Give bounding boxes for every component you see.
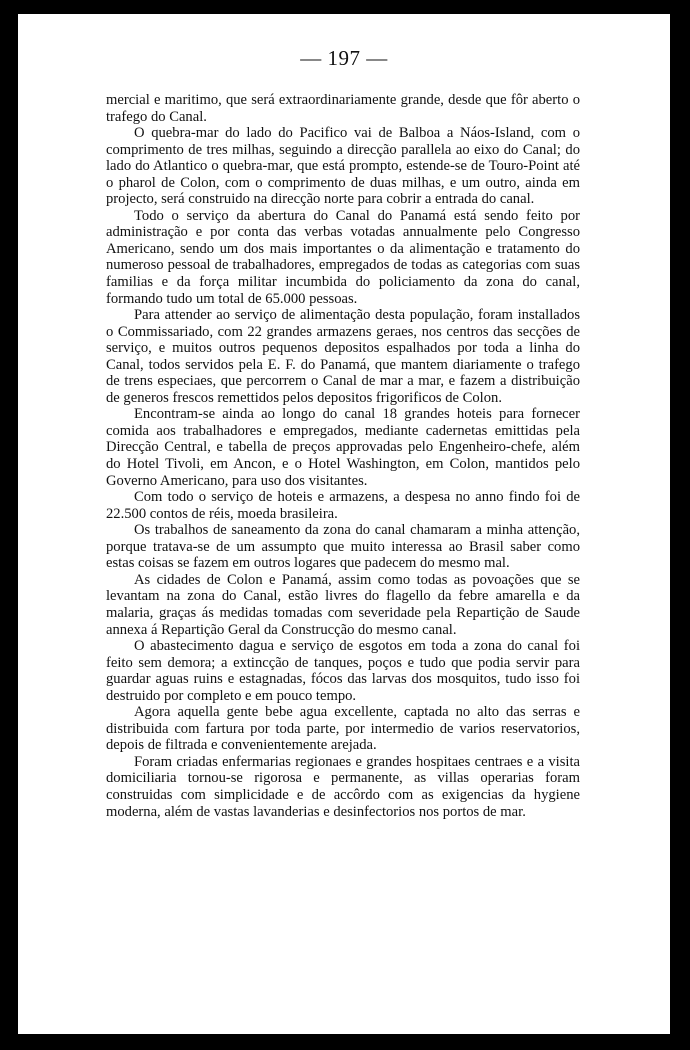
paragraph-drinking-water: Agora aquella gente bebe agua excellente, captada no alto das serras e distribuida com fartura por toda parte, por intermedio de varios reservatorios, depois de filtrada e convenientemente arejada. (106, 704, 580, 754)
paragraph-administration: Todo o serviço da abertura do Canal do Panamá está sendo feito por administração e por conta das verbas votadas annualmente pelo Congresso Americano, sendo um dos mais importantes o da alimentação e tratamento do numeroso pessoal de trabalhadores, empregados de todas as categorias com suas familias e da força militar incumbida do policiamento da zona do canal, formando tudo um total de 65.000 pessoas. (106, 207, 580, 307)
paragraph-continuation: mercial e maritimo, que será extraordinariamente grande, desde que fôr aberto o trafego do Canal. (106, 92, 580, 125)
body-text (106, 92, 580, 820)
page-number: — 197 — (300, 46, 388, 70)
paragraph-hospitals: Foram criadas enfermarias regionaes e grandes hospitaes centraes e a visita domiciliaria tornou-se rigorosa e permanente, as villas operarias foram construidas com simplicidade e de accôrdo com as exigencias da hygiene moderna, além de vastas lavanderias e desinfectorios nos portos de mar. (106, 753, 580, 820)
paragraph-breakwater: O quebra-mar do lado do Pacifico vai de Balboa a Náos-Island, com o comprimento de tres milhas, seguindo a direcção parallela ao eixo do Canal; do lado do Atlantico o quebra-mar, que está prompto, estende-se de Touro-Point até o pharol de Colon, com o comprimento de duas milhas, e um outro, ainda em projecto, será construido na direcção norte para cobrir a entrada do canal. (106, 125, 580, 208)
document-page (18, 14, 670, 1034)
paragraph-cities: As cidades de Colon e Panamá, assim como todas as povoações que se levantam na zona do Canal, estão livres do flagello da febre amarella e da malaria, graças ás medidas tomadas com severidade pela Repartição de Saude annexa á Repartição Geral da Construcção do mesmo canal. (106, 571, 580, 638)
paragraph-hotels: Encontram-se ainda ao longo do canal 18 grandes hoteis para fornecer comida aos trabalhadores e empregados, mediante cadernetas emittidas pela Direcção Central, e tabella de preços approvadas pelo Engenheiro-chefe, além do Hotel Tivoli, em Ancon, e o Hotel Washington, em Colon, mantidos pelo Governo Americano, para uso dos visitantes. (106, 406, 580, 489)
paragraph-commissary: Para attender ao serviço de alimentação desta população, foram installados o Commissariado, com 22 grandes armazens geraes, nos centros das secções de serviço, e muitos outros pequenos depositos espalhados por toda a linha do Canal, todos servidos pela E. F. do Panamá, que mantem diariamente o trafego de trens especiaes, que percorrem o Canal de mar a mar, e fazem a distribuição de generos frescos remettidos pelos depositos frigorificos de Colon. (106, 307, 580, 406)
paragraph-expenses: Com todo o serviço de hoteis e armazens, a despesa no anno findo foi de 22.500 contos de réis, moeda brasileira. (106, 489, 580, 522)
paragraph-sanitation: Os trabalhos de saneamento da zona do canal chamaram a minha attenção, porque tratava-se de um assumpto que muito interessa ao Brasil saber como estas coisas se fazem em outros logares que padecem do mesmo mal. (106, 522, 580, 572)
paragraph-water-supply: O abastecimento dagua e serviço de esgotos em toda a zona do canal foi feito sem demora; a extincção de tanques, poços e tudo que podia servir para guardar aguas ruins e estagnadas, fócos das larvas dos mosquitos, tudo isso foi destruido por completo e em pouco tempo. (106, 638, 580, 704)
